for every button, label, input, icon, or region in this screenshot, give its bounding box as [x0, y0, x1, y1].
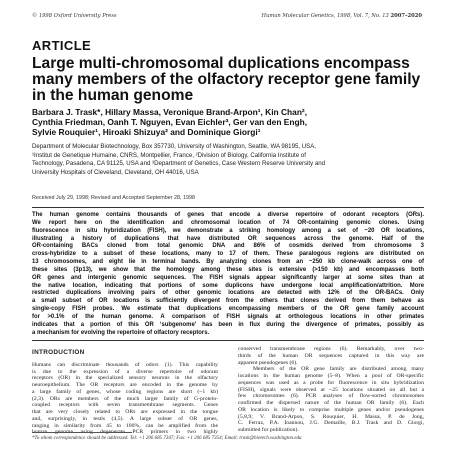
body-line: human genome using degenerate PCR primers in two highly — [32, 429, 218, 436]
abstract-line: cross-hybridize to a subset of these locations, many to 17 of them. These paralogous regions are distributed on — [32, 251, 424, 258]
abstract-line: 13 chromosomes, and eight lie in terminal bands. By analyzing clones from an ~250 kb clone-walk across one of — [32, 259, 424, 266]
body-line: conserved transmembrane regions (6). Remarkably, over two- — [238, 346, 424, 352]
abstract-line: OR-containing BACs cloned from total genomic DNA and 86% of cosmids derived from chromosome 3 — [32, 243, 424, 250]
abstract-line: for >0.1% of the human genome. A comparison of FISH signals at orthologous locations in other primates — [32, 313, 424, 320]
author-line: Sylvie Rouquier¹, Hiroaki Shizuya² and Dominique Giorgi¹ — [32, 126, 261, 137]
abstract-line: fluorescence in situ hybridization (FISH), we demonstrate a striking homology among a set of ~20 OR locations, — [32, 227, 424, 234]
body-line: that are very closely related to ORs are expressed in the tongue — [32, 409, 218, 415]
body-line: is due to the expression of a diverse repertoire of odorant — [32, 368, 218, 375]
abstract-bottom-rule — [32, 340, 424, 341]
body-line: sequences was used as a probe for fluorescence in situ hybridization — [238, 379, 424, 386]
abstract-line: We report here on the identification and chromosomal location of 74 OR-containing genomic clones. Using — [32, 219, 424, 226]
abstract-line: a mechanism for evolving the repertoire of olfactory receptors. — [32, 329, 210, 336]
article-title: Large multi-chromosomal duplications encompass many members of the olfactory receptor gene family in the human genome — [32, 55, 421, 104]
body-line: few chromosomes (6). PCR analyses of flow-sorted chromosomes — [238, 393, 424, 400]
body-line: coupled receptors with seven transmembrane segments. Genes — [32, 402, 218, 409]
body-line: apparent pseudogenes (6). — [238, 359, 298, 366]
body-line: submitted for publication). — [238, 427, 299, 433]
body-line: (FISH), signals were observed at ~25 locations situated on all but a — [238, 386, 424, 393]
abstract-line: OR genes and intergenic genomic sequences. The FISH signals appear significantly larger at some sites than at — [32, 274, 424, 281]
body-line: Humans can discriminate thousands of odors (1). This capability — [32, 361, 218, 368]
body-line: thirds of the human OR sequences captured in this way are — [238, 352, 424, 359]
author-line: Cynthia Friedman, Oanh T. Nguyen, Evan Eichler³, Ger van den Engh, — [32, 116, 308, 127]
body-line: locations in the human genome (5–8). When a pool of OR-specific — [238, 373, 424, 379]
body-line: receptors (OR) in the specialized sensory neurons in the olfactory — [32, 375, 218, 382]
article-type-label: ARTICLE — [32, 38, 92, 53]
abstract-line: single-copy FISH probes. We estimate that duplications encompassing members of the OR gene family account — [32, 306, 424, 313]
author-line: Barbara J. Trask*, Hillary Massa, Veronique Brand-Arpon¹, Kin Chan², — [32, 107, 308, 117]
body-line: Members of the OR gene family are distributed among many — [238, 366, 424, 373]
right-column — [238, 346, 424, 434]
author-list — [32, 108, 427, 137]
introduction-heading: INTRODUCTION — [32, 349, 85, 356]
body-line: a large family of genes, whose coding regions are short (~1 kb) — [32, 388, 218, 395]
body-line: (2,3). ORs are members of the much larger family of G-protein- — [32, 395, 218, 402]
body-line: (5,8,9; V. Brand-Arpon, S. Rouquier, H. Massa, P. de Jong, — [238, 413, 424, 420]
correspondence-footnote: *To whom correspondence should be addressed. Tel: +1 206 685 7347; Fax: +1 206 685 7354; Email: trask@biotech.washington.edu — [32, 436, 302, 441]
abstract-line: the native location, indicating that portions of some duplicons have undergone local amplification/attrition. More — [32, 282, 424, 289]
journal-citation-header — [262, 13, 422, 19]
abstract-line: illustrating a history of duplications that have distributed OR sequences across the genome. Half of the — [32, 235, 424, 242]
body-line: and, surprisingly, in testis (4,5). A large subset of OR genes, — [32, 415, 218, 422]
affiliations — [32, 143, 432, 177]
body-line: OR location is likely to comprise multiple genes and/or pseudogenes — [238, 406, 424, 413]
body-line: confirmed the dispersed nature of the human OR family (6). Each — [238, 400, 424, 406]
abstract-line: The human genome contains thousands of genes that encode a diverse repertoire of odorant receptors (ORs). — [32, 212, 424, 218]
copyright-header: © 1998 Oxford University Press — [32, 13, 117, 19]
page-range: 2007–2020 — [390, 13, 422, 19]
body-line: C. Ferraz, P.A. Ioannou, J.G. Demaille, B.J. Trask and D. Giorgi, — [238, 420, 424, 427]
body-line: ranging in similarity from 45 to 100%, can be amplified from the — [32, 422, 218, 429]
footnote-rule — [32, 432, 132, 433]
abstract-line: indicates that a portion of this OR ‘subgenome’ has been in flux during the divergence of primates, possibly as — [32, 321, 424, 328]
abstract-line: restricted duplications involving pairs of other genomic locations are detected with 12% of the OR-BACs. Only — [32, 290, 424, 297]
affiliation-line: ¹Institut de Genetique Humaine, CNRS, Montpellier, France, ²Division of Biology, California Institute of — [32, 151, 306, 159]
received-dates: Received July 29, 1998; Revised and Accepted September 28, 1998 — [32, 195, 196, 201]
left-column — [32, 346, 218, 436]
abstract-top-rule — [32, 207, 424, 208]
affiliation-line: Technology, Pasadena, CA 91125, USA and ³Department of Genetics, Case Western Reserve University and — [32, 160, 325, 168]
abstract-line: a small subset of OR locations is sufficiently divergent from the others that clones derived from them behave as — [32, 298, 424, 305]
abstract-line: these sites (3p13), we show that the homology among these sites is extensive (>150 kb) and encompasses both — [32, 266, 424, 273]
affiliation-line: Department of Molecular Biotechnology, Box 357730, University of Washington, Seattle, WA 98195, USA, — [32, 143, 316, 150]
body-line: neuroepithelium. The OR receptors are encoded in the genome by — [32, 382, 218, 388]
affiliation-line: University Hospitals of Cleveland, Cleveland, OH 44016, USA — [32, 168, 199, 176]
abstract — [32, 212, 424, 338]
journal-citation: Human Molecular Genetics, 1998, Vol. 7, No. 13 — [261, 13, 389, 19]
